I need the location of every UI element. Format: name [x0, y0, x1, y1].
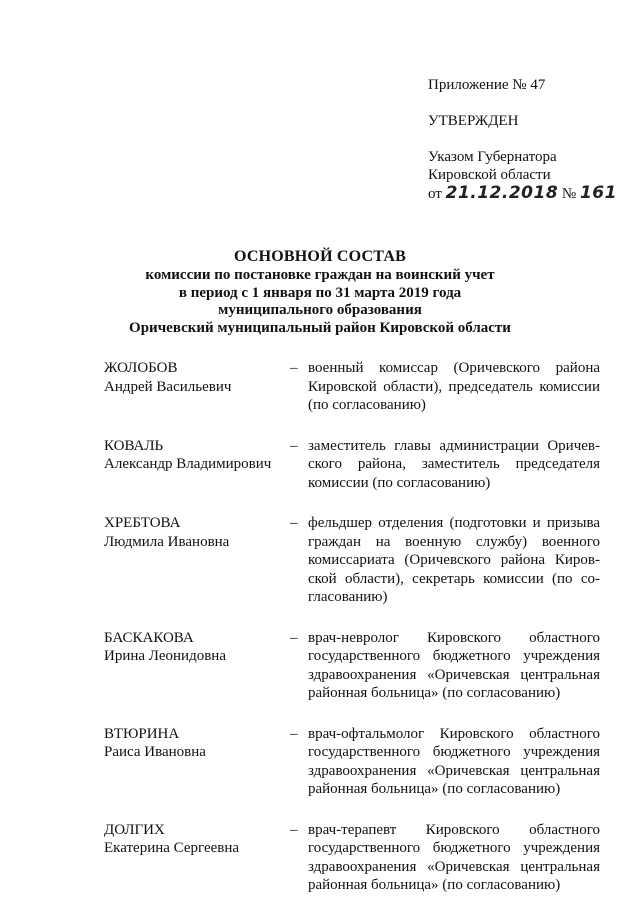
member-entry	[104, 629, 600, 703]
member-name	[104, 437, 290, 493]
member-given-names: Людмила Ивановна	[104, 533, 230, 550]
member-given-names: Екатерина Сергеевна	[104, 840, 240, 856]
heading-line-3: муниципального образования	[218, 302, 422, 318]
member-surname: КОВАЛЬ	[104, 437, 164, 454]
date-prefix: от	[428, 186, 442, 202]
decree-region: Кировской области	[428, 167, 551, 183]
member-given-names: Александр Владимирович	[104, 456, 272, 472]
member-dash: –	[290, 725, 298, 742]
member-entry	[104, 821, 600, 895]
member-surname: ЖОЛОБОВ	[104, 360, 178, 376]
member-dash: –	[290, 515, 298, 531]
approval-block	[428, 76, 617, 203]
member-dash: –	[290, 629, 298, 646]
heading-line-1: комиссии по постановке граждан на воинский учет	[145, 267, 495, 283]
heading-line-2: в период с 1 января по 31 марта 2019 года	[178, 284, 462, 301]
decree-date-line	[428, 184, 617, 203]
member-role: фельдшер отделения (подготовки и призыва граждан на военную службу) военного комиссариата (Оричевского района Кировской области), секретарь комиссии (по согласованию)	[308, 515, 600, 605]
member-dash: –	[290, 821, 298, 838]
members-list	[104, 359, 600, 917]
member-given-names: Андрей Васильевич	[104, 378, 232, 395]
document-heading	[0, 247, 640, 337]
member-role: врач-офтальмолог Кировского областного государственного бюджетного учреждения здравоохранения «Оричевская центральная районная больница» (по согласованию)	[308, 725, 600, 797]
member-role: военный комиссар (Оричевского района Кировской области), председатель комиссии (по согласованию)	[308, 360, 600, 413]
member-entry	[104, 437, 600, 493]
handwritten-date: 21.12.2018	[445, 183, 559, 203]
member-entry	[104, 359, 600, 415]
member-given-names: Раиса Ивановна	[104, 744, 206, 760]
member-entry	[104, 514, 600, 607]
member-surname: ВТЮРИНА	[104, 725, 180, 742]
member-surname: ХРЕБТОВА	[104, 515, 181, 531]
member-given-names: Ирина Леонидовна	[104, 648, 226, 664]
member-role: врач-терапевт Кировского областного государственного бюджетного учреждения здравоохранения «Оричевская центральная районная больница» (по согласованию)	[308, 821, 600, 893]
member-name	[104, 514, 290, 607]
approved-stamp-text: УТВЕРЖДЕН	[428, 113, 519, 129]
number-prefix: №	[561, 186, 577, 202]
annex-number: Приложение № 47	[428, 77, 546, 93]
member-surname: БАСКАКОВА	[104, 629, 194, 646]
handwritten-number: 161	[579, 183, 617, 203]
page-title: ОСНОВНОЙ СОСТАВ	[234, 248, 406, 265]
member-entry	[104, 725, 600, 799]
member-name	[104, 359, 290, 415]
member-name	[104, 629, 290, 703]
member-dash: –	[290, 360, 298, 376]
member-role: врач-невролог Кировского областного государственного бюджетного учреждения здравоохранения «Оричевская центральная районная больница» (по согласованию)	[308, 629, 600, 701]
heading-line-4: Оричевский муниципальный район Кировской области	[129, 319, 511, 336]
member-name	[104, 725, 290, 799]
member-role: заместитель главы администрации Оричевского района, заместитель председателя комиссии (по согласованию)	[308, 437, 600, 491]
member-name	[104, 821, 290, 895]
decree-issuer: Указом Губернатора	[428, 149, 557, 165]
member-dash: –	[290, 437, 298, 454]
member-surname: ДОЛГИХ	[104, 821, 165, 838]
